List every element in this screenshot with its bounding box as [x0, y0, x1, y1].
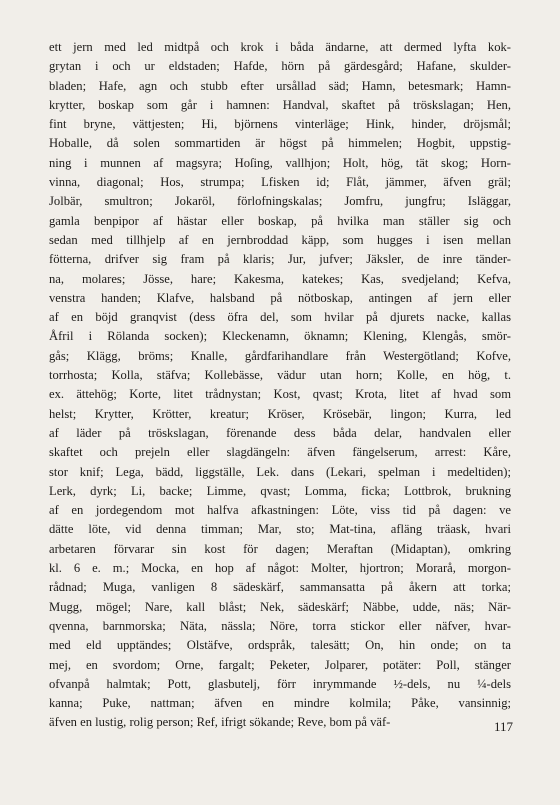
text-line: af en böjd granqvist (dess öfra del, som hvilar på djurets nacke, kallas [49, 310, 511, 325]
text-line: ofvanpå halmtak; Pott, glasbutelj, förr inrymmande ½-dels, nu ¼-dels [49, 676, 511, 691]
text-line: venstra handen; Klafve, halsband på nötboskap, antingen af jern eller [49, 290, 511, 305]
text-line: arbetaren förvarar sin kost för dagen; Meraftan (Midaptan), omkring [49, 541, 511, 556]
text-line: ex. ättehög; Korte, litet trådnystan; Kost, qvast; Krota, litet af hvad som [49, 387, 511, 402]
text-line: grytan i och ur eldstaden; Hafde, hörn på gärdesgård; Hafane, skulder- [49, 59, 511, 74]
text-line: af läder på tröskslagan, förenande dess båda delar, handvalen eller [49, 425, 511, 440]
body-text [49, 38, 511, 733]
text-line: fint bryne, vättjesten; Hi, björnens vinterläge; Hink, hinder, dröjsmål; [49, 117, 511, 132]
text-line: bladen; Hafe, agn och stubb efter ursållad säd; Hamn, betesmark; Hamn- [49, 78, 511, 93]
text-line: ning i munnen af magsyra; Hoſing, vallhjon; Holt, hög, tät skog; Horn- [49, 155, 511, 170]
text-line: äfven en lustig, rolig person; Ref, ifrigt sökande; Reve, bom på väf- [49, 715, 391, 730]
text-line: mej, en svordom; Orne, fargalt; Peketer, Jolparer, potäter: Poll, stänger [49, 657, 511, 672]
text-line: qvenna, barnmorska; Näta, nässla; Nöre, torra stickor eller näfver, hvar- [49, 618, 511, 633]
text-line: skaftet och prejeln eller slagdängeln: äfven fängelserum, arrest: Kåre, [49, 445, 511, 460]
text-line: rådnad; Muga, vanligen 8 sädeskärf, sammansatta på åkern att torka; [49, 580, 511, 595]
text-line: kl. 6 e. m.; Mocka, en hop af något: Molter, hjortron; Morarå, morgon- [49, 561, 511, 576]
text-line: med eld upptändes; Olstäfve, ordspråk, talesätt; On, hin onde; on ta [49, 638, 511, 653]
text-line: torrhosta; Kolla, stäfva; Kollebässe, vädur utan horn; Kolle, en hög, t. [49, 368, 511, 383]
text-line: gås; Klägg, bröms; Knalle, gårdfarihandlare från Westergötland; Kofve, [49, 348, 511, 363]
text-line: Mugg, mögel; Nare, kall blåst; Nek, sädeskärf; Näbbe, udde, näs; När- [49, 599, 511, 614]
text-line: kanna; Puke, nattman; äfven en mindre kolmila; Påke, vansinnig; [49, 696, 511, 711]
text-line: dätte löte, vid denna timman; Mar, sto; Mat-tina, afläng träask, hvari [49, 522, 511, 537]
text-line: af en jordegendom mot halfva afkastningen: Löte, viss tid på dagen: ve [49, 503, 511, 518]
text-line: vinna, diagonal; Hos, strumpa; Lfisken id; Flåt, jämmer, äfven gräl; [49, 175, 511, 190]
text-line: ett jern med led midtpå och krok i båda ändarne, att dermed lyfta kok- [49, 40, 511, 54]
text-line: Lerk, dyrk; Li, backe; Limme, qvast; Lomma, ficka; Lottbrok, brukning [49, 483, 511, 498]
text-line: stor knif; Lega, bädd, liggställe, Lek. dans (Lekari, spelman i medeltiden); [49, 464, 511, 479]
text-line: helst; Krytter, Krötter, kreatur; Kröser, Krösebär, lingon; Kurra, led [49, 406, 511, 421]
text-line: Jolbär, smultron; Jokaröl, förlofningskalas; Jomfru, jungfru; Isläggar, [49, 194, 511, 209]
text-line: Hoballe, då solen sommartiden är högst på himmelen; Hogbit, uppstig- [49, 136, 511, 151]
text-line: na, molares; Jösse, hare; Kakesma, katekes; Kas, svedjeland; Kefva, [49, 271, 511, 286]
text-line: krytter, boskap som går i hamnen: Handval, skaftet på tröskslagan; Hen, [49, 97, 511, 112]
text-line: sedan med tillhjelp af en jernbroddad käpp, som hugges i isen mellan [49, 232, 511, 247]
text-line: Åfril i Rölanda socken); Kleckenamn, öknamn; Klening, Klengås, smör- [49, 329, 511, 344]
text-line: fötterna, drifver sig fram på klaris; Jur, jufver; Jäksler, de inre tänder- [49, 252, 511, 267]
text-line: gamla benpipor af hästar eller boskap, på hvilka man ställer sig och [49, 213, 511, 228]
page-number: 117 [493, 719, 513, 734]
